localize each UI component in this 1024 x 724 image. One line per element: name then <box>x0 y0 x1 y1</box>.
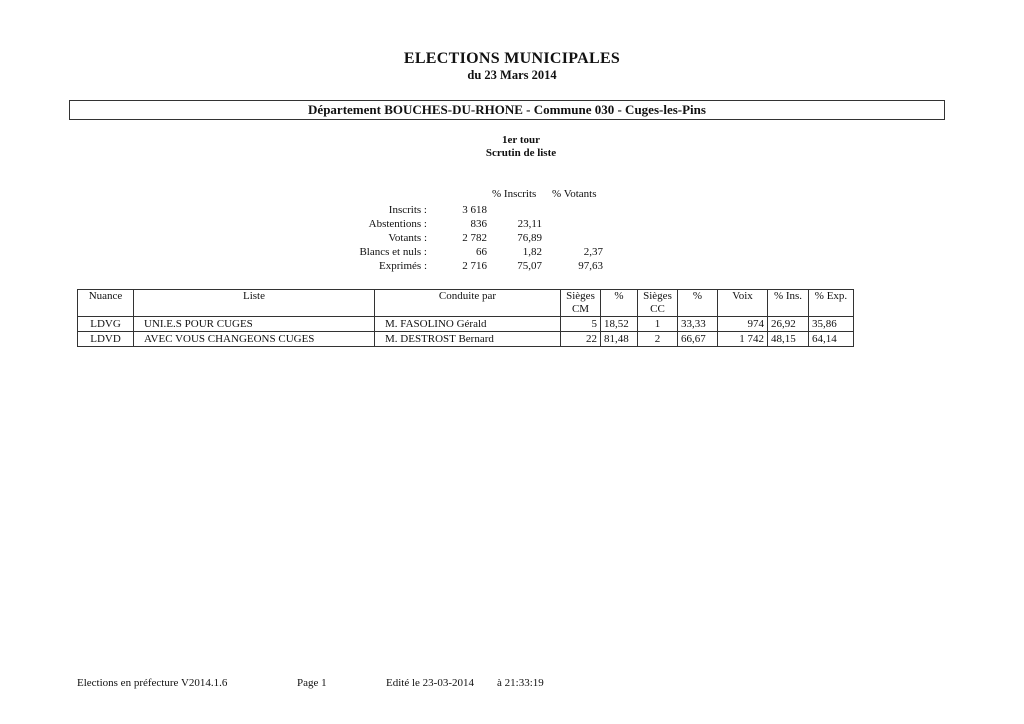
round-info <box>0 134 1024 160</box>
header-pct-exp: % Exp. <box>809 290 854 317</box>
header-sieges-cc-line2: CC <box>650 303 665 315</box>
cell-voix: 974 <box>718 317 768 332</box>
header-voix: Voix <box>718 290 768 317</box>
cell-liste: UNI.E.S POUR CUGES <box>134 317 375 332</box>
cell-nuance: LDVG <box>78 317 134 332</box>
document-title: ELECTIONS MUNICIPALES <box>403 50 621 67</box>
cell-pct-ins: 26,92 <box>768 317 809 332</box>
cell-pct-exp: 35,86 <box>809 317 854 332</box>
stats-block <box>290 188 620 278</box>
cell-pct-ins: 48,15 <box>768 332 809 347</box>
stats-pct-inscrits: 1,82 <box>522 246 542 258</box>
stats-value: 2 716 <box>462 260 487 272</box>
table-row <box>78 317 854 332</box>
stats-value: 836 <box>470 218 487 230</box>
round-label: 1er tour <box>502 134 540 146</box>
cell-pct-cc: 66,67 <box>678 332 718 347</box>
cell-pct-cm: 81,48 <box>601 332 638 347</box>
header-sieges-cc-line1: Sièges <box>643 290 672 302</box>
stats-label: Inscrits : <box>388 204 427 216</box>
cell-nuance: LDVD <box>78 332 134 347</box>
cell-conduite: M. DESTROST Bernard <box>375 332 561 347</box>
header-nuance: Nuance <box>78 290 134 317</box>
header-sieges-cm <box>561 290 601 317</box>
cell-sieges-cc: 2 <box>638 332 678 347</box>
footer-edit-time: à 21:33:19 <box>497 677 544 689</box>
cell-pct-cm: 18,52 <box>601 317 638 332</box>
stats-label: Exprimés : <box>379 260 427 272</box>
footer-edit-date: Edité le 23-03-2014 <box>386 677 474 689</box>
cell-conduite: M. FASOLINO Gérald <box>375 317 561 332</box>
footer-app-version: Elections en préfecture V2014.1.6 <box>77 677 228 689</box>
department-box: Département BOUCHES-DU-RHONE - Commune 030 - Cuges-les-Pins <box>69 100 945 120</box>
stats-label: Blancs et nuls : <box>359 246 427 258</box>
stats-header-votants: % Votants <box>552 188 597 200</box>
stats-row <box>290 231 620 245</box>
ballot-type: Scrutin de liste <box>485 147 557 159</box>
stats-row <box>290 245 620 259</box>
election-date: du 23 Mars 2014 <box>467 68 557 82</box>
header-sieges-cm-line1: Sièges <box>566 290 595 302</box>
stats-pct-votants: 97,63 <box>578 260 603 272</box>
header-conduite: Conduite par <box>375 290 561 317</box>
cell-liste: AVEC VOUS CHANGEONS CUGES <box>134 332 375 347</box>
stats-label: Votants : <box>388 232 427 244</box>
stats-row <box>290 259 620 273</box>
stats-pct-inscrits: 75,07 <box>517 260 542 272</box>
results-table <box>77 289 854 347</box>
stats-value: 3 618 <box>462 204 487 216</box>
footer-page-number: Page 1 <box>297 677 327 689</box>
cell-sieges-cm: 5 <box>561 317 601 332</box>
header-pct-cm: % <box>601 290 638 317</box>
stats-pct-inscrits: 76,89 <box>517 232 542 244</box>
cell-voix: 1 742 <box>718 332 768 347</box>
header-liste: Liste <box>134 290 375 317</box>
stats-value: 2 782 <box>462 232 487 244</box>
stats-label: Abstentions : <box>368 218 427 230</box>
cell-sieges-cm: 22 <box>561 332 601 347</box>
header-sieges-cm-line2: CM <box>571 303 590 315</box>
stats-pct-inscrits: 23,11 <box>517 218 542 230</box>
stats-row <box>290 217 620 231</box>
table-row <box>78 332 854 347</box>
results-header-row <box>78 290 854 317</box>
stats-row <box>290 203 620 217</box>
header-sieges-cc <box>638 290 678 317</box>
cell-sieges-cc: 1 <box>638 317 678 332</box>
stats-pct-votants: 2,37 <box>583 246 603 258</box>
cell-pct-cc: 33,33 <box>678 317 718 332</box>
header-pct-ins: % Ins. <box>768 290 809 317</box>
stats-header-inscrits: % Inscrits <box>492 188 537 200</box>
stats-value: 66 <box>476 246 487 258</box>
cell-pct-exp: 64,14 <box>809 332 854 347</box>
header-pct-cc: % <box>678 290 718 317</box>
